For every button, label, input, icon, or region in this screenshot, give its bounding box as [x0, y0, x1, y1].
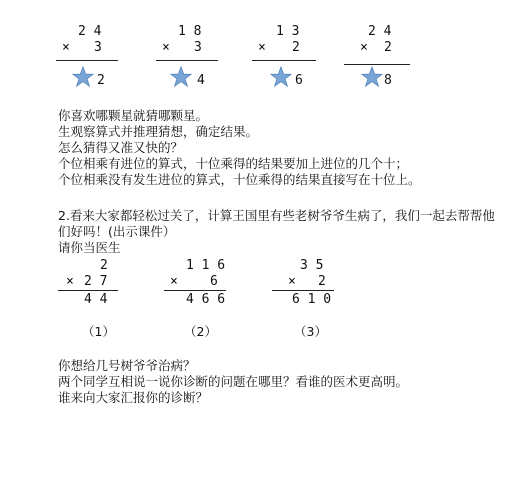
paragraph-line: 请你当医生 [58, 240, 121, 255]
paragraph-line: 个位相乘有进位的算式，十位乘得的结果要加上进位的几个十； [58, 156, 409, 171]
doctor-problem-3-multiplier: 2 [318, 274, 326, 289]
paragraph-line: 2.看来大家都轻松过关了，计算王国里有些老树爷爷生病了，我们一起去帮帮他 [58, 208, 495, 223]
star-icon[interactable] [270, 66, 292, 88]
star-problem-4-top: 2 4 [368, 24, 392, 39]
paragraph-line: 个位相乘没有发生进位的算式，十位乘得的结果直接写在十位上。 [58, 172, 421, 187]
star-problem-1-op: × [62, 40, 70, 55]
star-problem-4-rule [344, 64, 410, 65]
star-problem-2-multiplier: 3 [194, 40, 202, 55]
star-problem-2-top: 1 8 [178, 24, 202, 39]
paragraph-line: 两个同学互相说一说你诊断的问题在哪里？看谁的医术更高明。 [58, 374, 409, 389]
star-problem-4-answer: 8 [384, 73, 392, 88]
doctor-problem-3-top: 3 5 [300, 258, 324, 273]
star-problem-1-rule [56, 60, 118, 61]
paragraph-line: 们好吗！(出示课件） [58, 224, 176, 239]
star-problem-1-top: 2 4 [78, 24, 102, 39]
doctor-problem-1-multiplier: 2 7 [84, 274, 108, 289]
paragraph-line: 你想给几号树爷爷治病？ [58, 358, 196, 373]
star-problem-1-multiplier: 3 [94, 40, 102, 55]
doctor-problem-2-result: 4 6 6 [186, 292, 226, 307]
paragraph-line: 你喜欢哪颗星就猜哪颗星。 [58, 108, 209, 123]
star-icon[interactable] [170, 66, 192, 88]
star-problem-3-answer: 6 [295, 73, 303, 88]
doctor-problem-1-label: （1） [82, 324, 115, 339]
doctor-problem-1-result: 4 4 [84, 292, 108, 307]
doctor-problem-2-multiplier: 6 [210, 274, 218, 289]
doctor-problem-1-rule [58, 290, 118, 291]
star-icon[interactable] [361, 66, 383, 88]
doctor-problem-2-op: × [170, 274, 178, 289]
paragraph-line: 生观察算式并推理猜想，确定结果。 [58, 124, 259, 139]
star-problem-2-rule [156, 60, 218, 61]
star-problem-2-op: × [162, 40, 170, 55]
paragraph-line: 谁来向大家汇报你的诊断？ [58, 390, 209, 405]
doctor-problem-1-top: 2 [100, 258, 108, 273]
star-icon[interactable] [72, 66, 94, 88]
star-problem-4-multiplier: 2 [384, 40, 392, 55]
star-problem-3-multiplier: 2 [292, 40, 300, 55]
star-problem-3-top: 1 3 [276, 24, 300, 39]
doctor-problem-2-top: 1 1 6 [186, 258, 226, 273]
star-problem-1-answer: 2 [97, 73, 105, 88]
doctor-problem-2-label: （2） [184, 324, 217, 339]
doctor-problem-3-rule [272, 290, 334, 291]
doctor-problem-2-rule [164, 290, 226, 291]
paragraph-line: 怎么猜得又准又快的？ [58, 140, 184, 155]
doctor-problem-3-result: 6 1 0 [292, 292, 332, 307]
star-problem-4-op: × [360, 40, 368, 55]
doctor-problem-3-op: × [288, 274, 296, 289]
star-problem-3-rule [252, 60, 316, 61]
star-problem-3-op: × [258, 40, 266, 55]
doctor-problem-3-label: （3） [294, 324, 327, 339]
doctor-problem-1-op: × [66, 274, 74, 289]
star-problem-2-answer: 4 [197, 73, 205, 88]
